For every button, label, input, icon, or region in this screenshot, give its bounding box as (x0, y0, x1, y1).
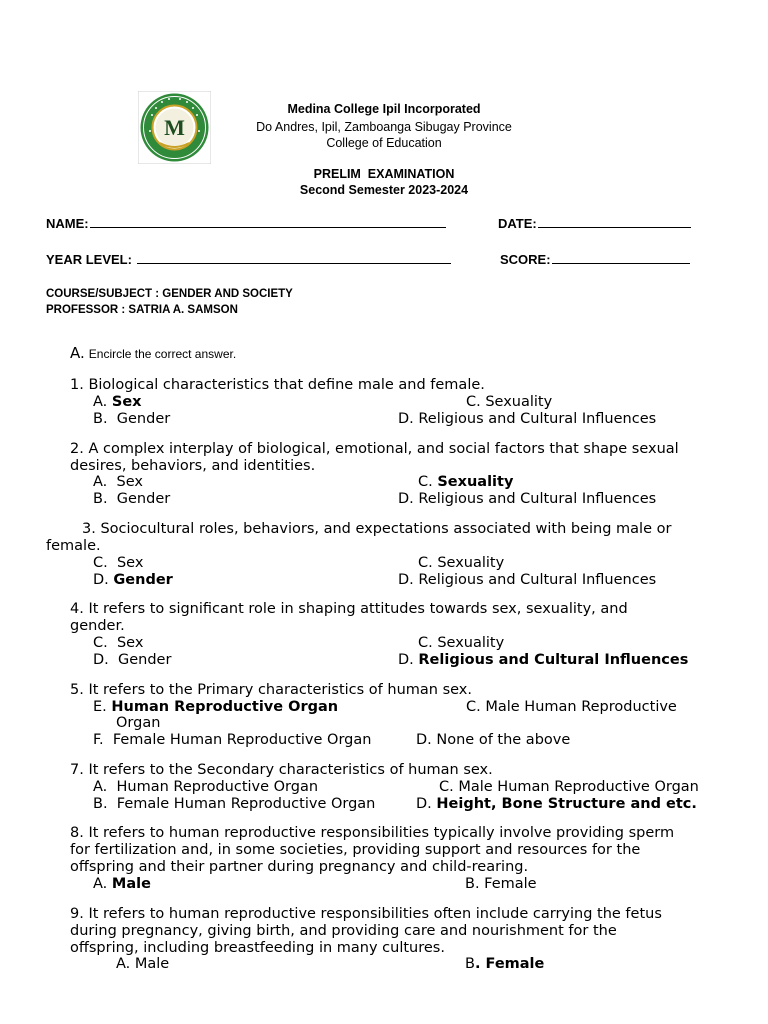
institution-name: Medina College Ipil Incorporated (287, 102, 481, 116)
date-label: DATE: (498, 216, 537, 231)
answer-text: Sexuality (437, 474, 514, 490)
q5-option-c-wrap: Organ (116, 715, 161, 731)
q5-option-f[interactable]: F. Female Human Reproductive Organ (93, 732, 372, 748)
q3-option-c[interactable]: C. Sex (93, 555, 144, 571)
option-letter: D. (398, 652, 414, 668)
q2-option-a[interactable]: A. Sex (93, 474, 143, 490)
score-line[interactable] (552, 262, 690, 264)
q2-stem-line1: 2. A complex interplay of biological, emotional, and social factors that shape sexual (70, 441, 679, 457)
q2-stem-line2: desires, behaviors, and identities. (70, 458, 316, 474)
option-letter: B (465, 956, 475, 972)
q3-option-c2[interactable]: C. Sexuality (418, 555, 505, 571)
q4-stem-line2: gender. (70, 618, 125, 634)
course-subject: COURSE/SUBJECT : GENDER AND SOCIETY (46, 288, 293, 300)
year-level-line[interactable] (137, 262, 451, 264)
q3-option-d2[interactable]: D. Religious and Cultural Influences (398, 572, 657, 588)
q4-option-c2[interactable]: C. Sexuality (418, 635, 505, 651)
q5-option-c[interactable]: C. Male Human Reproductive (466, 699, 677, 715)
option-letter: A. (93, 394, 108, 410)
college-name: College of Education (326, 136, 442, 150)
section-letter: A. (70, 344, 85, 362)
q1-option-d[interactable]: D. Religious and Cultural Influences (398, 411, 657, 427)
q9-option-b[interactable] (465, 956, 544, 973)
year-level-field[interactable] (46, 252, 451, 267)
q2-option-c[interactable] (418, 474, 513, 491)
q8-stem-line3: offspring and their partner during pregnancy and child-rearing. (70, 859, 529, 875)
name-field[interactable] (46, 216, 446, 231)
q3-stem-line2: female. (46, 538, 101, 554)
name-label: NAME: (46, 216, 89, 231)
name-line[interactable] (90, 226, 446, 228)
q5-option-d[interactable]: D. None of the above (416, 732, 571, 748)
q7-option-b[interactable]: B. Female Human Reproductive Organ (93, 796, 376, 812)
score-field[interactable] (500, 252, 690, 267)
q4-option-c[interactable]: C. Sex (93, 635, 144, 651)
q1-option-c[interactable]: C. Sexuality (466, 394, 553, 410)
q3-option-d[interactable] (93, 572, 173, 589)
option-letter: C. (418, 474, 433, 490)
q9-stem-line1: 9. It refers to human reproductive responsibilities often include carrying the fetus (70, 906, 662, 922)
q9-stem-line3: offspring, including breastfeeding in many cultures. (70, 940, 445, 956)
q9-stem-line2: during pregnancy, giving birth, and providing care and nourishment for the (70, 923, 617, 939)
answer-text: Gender (113, 572, 173, 588)
exam-semester: Second Semester 2023-2024 (299, 183, 469, 197)
q8-stem-line1: 8. It refers to human reproductive responsibilities typically involve providing sperm (70, 825, 675, 841)
answer-text: Human Reproductive Organ (111, 699, 339, 715)
answer-text: Height, Bone Structure and etc. (436, 796, 697, 812)
q8-option-a[interactable] (93, 876, 151, 893)
option-letter: A. (93, 876, 108, 892)
answer-text: Sex (111, 394, 142, 410)
q1-option-b[interactable]: B. Gender (93, 411, 171, 427)
q1-option-a[interactable] (93, 394, 142, 411)
date-field[interactable] (498, 216, 691, 231)
professor: PROFESSOR : SATRIA A. SAMSON (46, 304, 238, 316)
instruction-text: Encircle the correct answer. (88, 347, 237, 361)
q8-stem-line2: for fertilization and, in some societies, providing support and resources for the (70, 842, 641, 858)
q4-option-d2[interactable] (398, 652, 688, 669)
section-instruction (70, 344, 236, 362)
q7-option-a[interactable]: A. Human Reproductive Organ (93, 779, 319, 795)
answer-text: . Female (474, 956, 545, 972)
q8-option-b[interactable]: B. Female (465, 876, 537, 892)
q2-option-b[interactable]: B. Gender (93, 491, 171, 507)
answer-text: Religious and Cultural Influences (418, 652, 689, 668)
option-letter: E. (93, 699, 107, 715)
q4-option-d[interactable]: D. Gender (93, 652, 172, 668)
q7-stem: 7. It refers to the Secondary characteristics of human sex. (70, 762, 493, 778)
score-label: SCORE: (500, 252, 551, 267)
q1-stem: 1. Biological characteristics that define male and female. (70, 377, 485, 393)
year-level-label: YEAR LEVEL: (46, 252, 132, 267)
q5-stem: 5. It refers to the Primary characteristics of human sex. (70, 682, 472, 698)
q7-option-d[interactable] (416, 796, 697, 813)
q5-option-e[interactable] (93, 699, 338, 716)
seal-letter: M (164, 115, 185, 140)
q4-stem-line1: 4. It refers to significant role in shaping attitudes towards sex, sexuality, and (70, 601, 628, 617)
institution-address: Do Andres, Ipil, Zamboanga Sibugay Province (256, 120, 512, 134)
option-letter: D. (416, 796, 432, 812)
q2-option-d[interactable]: D. Religious and Cultural Influences (398, 491, 657, 507)
q9-option-a[interactable]: A. Male (116, 956, 170, 972)
answer-text: Male (111, 876, 151, 892)
q3-stem-line1: 3. Sociocultural roles, behaviors, and expectations associated with being male or (82, 521, 672, 537)
q7-option-c[interactable]: C. Male Human Reproductive Organ (439, 779, 699, 795)
exam-title: PRELIM EXAMINATION (313, 167, 455, 181)
option-letter: D. (93, 572, 109, 588)
date-line[interactable] (538, 226, 691, 228)
